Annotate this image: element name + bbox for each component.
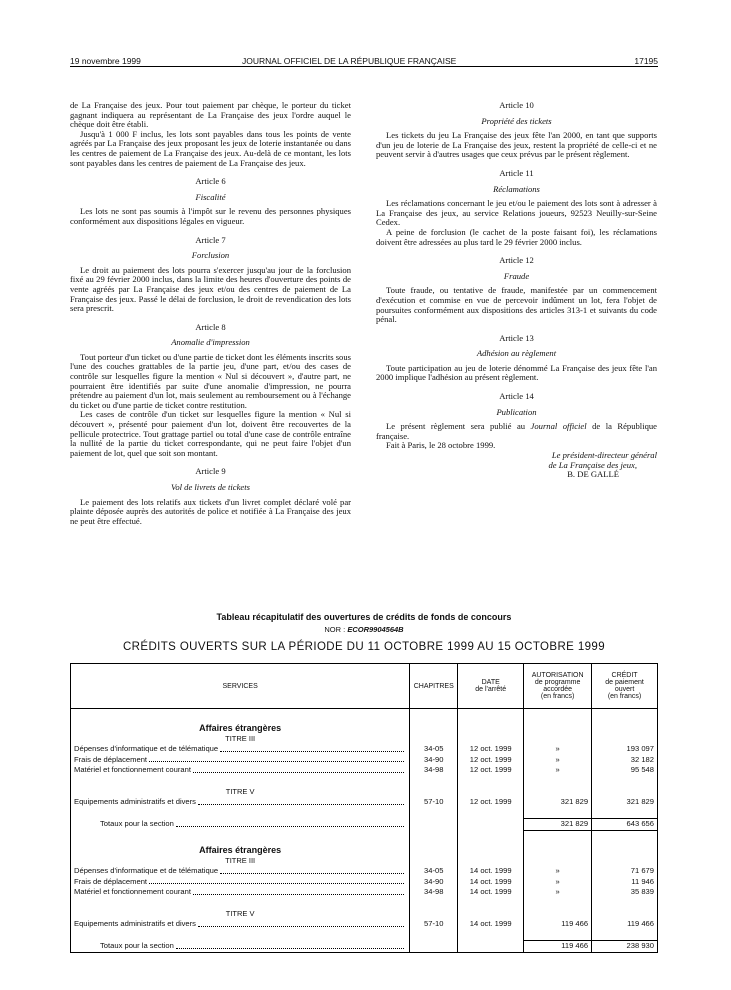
table-row	[71, 734, 658, 745]
autorisation-cell: »	[524, 744, 592, 755]
empty-cell	[71, 709, 410, 720]
credit-cell: 32 182	[592, 755, 658, 766]
empty-cell	[592, 909, 658, 920]
table-title: Tableau récapitulatif des ouvertures de crédits de fonds de concours	[216, 612, 512, 622]
paragraph: Fait à Paris, le 28 octobre 1999.	[386, 440, 496, 451]
empty-cell	[410, 808, 458, 819]
header-cre-line4: (en francs)	[607, 693, 642, 700]
empty-cell	[524, 787, 592, 798]
paragraph: Tout porteur d'un ticket ou d'une partie de ticket dont les éléments inscrits sous l'une des couches grattables de la partie jeu, d'une part, et/ou des cases de contrôle sur lesquelles figure la mention « Nul si découvert », d'autre part, ne pourraient être identifiés par suite d'une anomalie d'impression, ne pourra prétendre au paiement d'un lot, mais seulement au remboursement ou à l'échange du ticket ou d'une partie de ticket contre restitution.	[70, 351, 351, 410]
table-row	[71, 765, 658, 776]
signature-title: Le président-directeur général	[551, 450, 657, 461]
chapitre-cell: 57-10	[410, 919, 458, 930]
credit-cell: 193 097	[592, 744, 658, 755]
empty-cell	[410, 709, 458, 720]
leader-dots	[149, 761, 404, 762]
empty-cell	[71, 808, 410, 819]
empty-cell	[71, 830, 410, 841]
credit-cell: 238 930	[592, 941, 658, 953]
header-page-number: 17195	[634, 56, 658, 66]
chapitre-cell: 34-05	[410, 744, 458, 755]
empty-cell	[410, 734, 458, 745]
service-label-wrap	[74, 877, 406, 888]
service-label: Dépenses d'informatique et de télématique	[74, 744, 219, 754]
table-row	[71, 787, 658, 798]
paragraph: Jusqu'à 1 000 F inclus, les lots sont payables dans tous les points de vente agréés par La Française des jeux proposant les jeux de loterie instantanée ou dans les centres de paiement de La Française des jeux. Au-delà de ce montant, les lots sont payables dans les centres de paiement de La Française des jeux.	[70, 128, 351, 168]
service-cell	[71, 797, 410, 808]
nor-code: ECOR9904564B	[347, 625, 404, 634]
leader-dots	[198, 804, 404, 805]
paragraph: Toute participation au jeu de loterie dénommé La Française des jeux fête l'an 2000 implique l'adhésion au présent règlement.	[376, 362, 657, 383]
article-title: Vol de livrets de tickets	[171, 482, 250, 492]
service-cell	[71, 887, 410, 898]
article-title: Fiscalité	[195, 191, 226, 202]
empty-cell	[592, 842, 658, 856]
header-journal-title: JOURNAL OFFICIEL DE LA RÉPUBLIQUE FRANÇAISE	[242, 56, 457, 66]
header-aut-line4: (en francs)	[540, 693, 575, 700]
service-label: Frais de déplacement	[74, 876, 148, 886]
service-cell	[71, 819, 410, 831]
empty-cell	[592, 776, 658, 787]
table-row	[71, 709, 658, 720]
service-label: Matériel et fonctionnement courant	[74, 887, 191, 897]
empty-cell	[458, 709, 524, 720]
header-rule	[70, 66, 658, 67]
empty-cell	[592, 709, 658, 720]
table-subtitle: CRÉDITS OUVERTS SUR LA PÉRIODE DU 11 OCTOBRE 1999 AU 15 OCTOBRE 1999	[122, 641, 606, 653]
service-label: Totaux pour la section	[100, 819, 174, 829]
table-row	[71, 819, 658, 831]
credits-table	[70, 663, 658, 953]
table-row	[71, 720, 658, 734]
table-body	[71, 709, 658, 953]
empty-cell	[524, 930, 592, 941]
article-title: Forclusion	[191, 250, 230, 261]
header-aut-line1: AUTORISATION	[531, 672, 584, 679]
service-label-wrap	[74, 765, 406, 776]
right-column	[376, 101, 657, 480]
service-label: Frais de déplacement	[74, 754, 148, 764]
paragraph	[376, 422, 657, 441]
empty-cell	[458, 776, 524, 787]
header-cre-line3: ouvert	[614, 686, 635, 693]
empty-cell	[524, 898, 592, 909]
paragraph: Les cases de contrôle d'un ticket sur lesquelles figure la mention « Nul si découvert », présenté pour paiement d'un lot, doivent être recouvertes de la pellicule protectrice. Tout grattage partiel ou total d'une case de contrôle entraîne la nullité de la partie du ticket correspondante, qui ne peut faire l'objet d'un paiement de lot, quel que soit son montant.	[70, 409, 351, 458]
empty-cell	[592, 898, 658, 909]
service-cell	[71, 877, 410, 888]
date-cell: 12 oct. 1999	[458, 797, 524, 808]
autorisation-cell: 119 466	[524, 941, 592, 953]
empty-cell	[458, 720, 524, 734]
table-row	[71, 776, 658, 787]
paragraph: Le droit au paiement des lots pourra s'exercer jusqu'au jour de la forclusion fixé au 29 février 2000 inclus, dans la limite des heures d'ouverture des points de vente agréés par La Française des jeux et/ou des centres de paiement de La Française des jeux. Passé le délai de forclusion, le droit de revendication des lots sera prescrit.	[70, 264, 351, 314]
header-date: 19 novembre 1999	[70, 56, 141, 66]
table-row	[71, 797, 658, 808]
article-title: Anomalie d'impression	[171, 337, 250, 348]
signature-org: de La Française des jeux,	[548, 459, 637, 470]
date-cell: 12 oct. 1999	[458, 755, 524, 766]
header-cre-line1: CRÉDIT	[611, 672, 638, 679]
empty-cell	[524, 734, 592, 745]
table-row	[71, 919, 658, 930]
table-row	[71, 866, 658, 877]
service-label: Matériel et fonctionnement courant	[74, 765, 191, 775]
journal-officiel-italic: Journal officiel	[530, 421, 587, 432]
table-row	[71, 842, 658, 856]
empty-cell	[410, 776, 458, 787]
article-heading: Article 10	[499, 100, 534, 110]
header-credit	[592, 664, 658, 709]
paragraph: Toute fraude, ou tentative de fraude, manifestée par un commencement d'exécution et commise en vue de percevoir indûment un lot, fera l'objet de poursuites conformément aux dispositions des articles 313-1 et suivants du code pénal.	[376, 285, 657, 325]
empty-cell	[458, 787, 524, 798]
service-label: Totaux pour la section	[100, 941, 174, 951]
empty-cell	[410, 856, 458, 867]
header-chapitres: CHAPITRES	[410, 664, 458, 709]
empty-cell	[524, 709, 592, 720]
article-heading: Article 8	[195, 321, 226, 332]
empty-cell	[458, 842, 524, 856]
chapitre-cell: 34-98	[410, 765, 458, 776]
date-cell: 14 oct. 1999	[458, 887, 524, 898]
header-date	[458, 664, 524, 709]
service-label-wrap	[74, 755, 406, 766]
date-cell	[458, 819, 524, 831]
table-row	[71, 887, 658, 898]
article-heading: Article 6	[195, 176, 226, 187]
table-row	[71, 755, 658, 766]
empty-cell	[592, 808, 658, 819]
article-heading: Article 9	[195, 466, 226, 477]
chapitre-cell: 34-90	[410, 755, 458, 766]
empty-cell	[592, 720, 658, 734]
service-cell	[71, 941, 410, 953]
leader-dots	[193, 772, 404, 773]
header-services: SERVICES	[71, 664, 410, 709]
titre-label: TITRE V	[71, 909, 410, 920]
empty-cell	[524, 842, 592, 856]
article-heading: Article 13	[499, 332, 534, 343]
chapitre-cell: 34-90	[410, 877, 458, 888]
autorisation-cell: 321 829	[524, 819, 592, 831]
empty-cell	[71, 930, 410, 941]
empty-cell	[410, 720, 458, 734]
credit-cell: 321 829	[592, 797, 658, 808]
nor-reference	[70, 625, 658, 634]
section-group-label: Affaires étrangères	[71, 720, 410, 734]
article-title: Réclamations	[493, 183, 540, 194]
date-cell: 14 oct. 1999	[458, 877, 524, 888]
service-label: Equipements administratifs et divers	[74, 797, 196, 807]
article-heading: Article 14	[499, 391, 534, 402]
titre-label: TITRE V	[71, 787, 410, 798]
article-title: Publication	[496, 406, 537, 417]
leader-dots	[193, 894, 404, 895]
empty-cell	[71, 898, 410, 909]
empty-cell	[410, 909, 458, 920]
empty-cell	[524, 808, 592, 819]
autorisation-cell: »	[524, 877, 592, 888]
header-aut-line2: de programme	[534, 679, 581, 686]
paragraph: Les lots ne sont pas soumis à l'impôt sur le revenu des personnes physiques conformément aux dispositions légales en vigueur.	[70, 206, 351, 226]
nor-label: NOR :	[324, 625, 348, 634]
signature-name: B. DE GALLÉ	[567, 469, 619, 480]
header-cre-line2: de paiement	[605, 679, 644, 686]
service-cell	[71, 755, 410, 766]
article-title: Adhésion au règlement	[476, 348, 557, 359]
date-cell: 14 oct. 1999	[458, 866, 524, 877]
empty-cell	[458, 830, 524, 841]
date-cell: 14 oct. 1999	[458, 919, 524, 930]
header-date-line2: de l'arrêté	[475, 686, 507, 693]
chapitre-cell: 57-10	[410, 797, 458, 808]
credit-cell: 95 548	[592, 765, 658, 776]
service-cell	[71, 744, 410, 755]
table-row	[71, 830, 658, 841]
table-row	[71, 744, 658, 755]
leader-dots	[198, 926, 404, 927]
text-run: Le présent règlement sera publié au	[386, 421, 531, 432]
service-label: Equipements administratifs et divers	[74, 919, 196, 929]
autorisation-cell: »	[524, 866, 592, 877]
text-run: de la République française.	[376, 421, 657, 441]
credit-cell: 643 656	[592, 819, 658, 831]
service-cell	[71, 866, 410, 877]
article-title: Fraude	[503, 270, 530, 281]
empty-cell	[524, 856, 592, 867]
empty-cell	[524, 776, 592, 787]
empty-cell	[458, 930, 524, 941]
header-date-line1: DATE	[481, 679, 500, 686]
paragraph: Les réclamations concernant le jeu et/ou le paiement des lots sont à adresser à La Française des jeux, au service Relations joueurs, 92523 Neuilly-sur-Seine Cedex.	[376, 198, 657, 228]
empty-cell	[71, 776, 410, 787]
credit-cell: 71 679	[592, 866, 658, 877]
leader-dots	[176, 948, 404, 949]
service-label-wrap	[74, 797, 406, 808]
paragraph: A peine de forclusion (le cachet de la poste faisant foi), les réclamations doivent être adressées au plus tard le 29 février 2000 inclus.	[376, 226, 657, 247]
date-cell	[458, 941, 524, 953]
credit-cell: 11 946	[592, 877, 658, 888]
leader-dots	[220, 873, 404, 874]
service-label-wrap	[74, 744, 406, 755]
section-group-label: Affaires étrangères	[71, 842, 410, 856]
paragraph: de La Française des jeux. Pour tout paiement par chèque, le porteur du ticket gagnant indiquera au représentant de La Française des jeux l'ordre auquel le chèque doit être établi.	[70, 100, 351, 130]
leader-dots	[176, 826, 404, 827]
empty-cell	[458, 909, 524, 920]
autorisation-cell: »	[524, 887, 592, 898]
article-title: Propriété des tickets	[481, 115, 552, 126]
credit-cell: 119 466	[592, 919, 658, 930]
date-cell: 12 oct. 1999	[458, 765, 524, 776]
article-heading: Article 12	[499, 255, 534, 266]
empty-cell	[524, 830, 592, 841]
table-row	[71, 877, 658, 888]
empty-cell	[592, 734, 658, 745]
service-label-wrap	[74, 866, 406, 877]
empty-cell	[592, 787, 658, 798]
service-label-wrap	[74, 941, 406, 952]
left-column	[70, 101, 351, 526]
paragraph: Le paiement des lots relatifs aux tickets d'un livret complet déclaré volé par plainte déposée auprès des autorités de police et notifiée à La Française des jeux ne peut être effectué.	[70, 496, 351, 526]
table-row	[71, 930, 658, 941]
header-aut-line3: accordée	[543, 686, 573, 693]
empty-cell	[458, 734, 524, 745]
leader-dots	[220, 751, 404, 752]
chapitre-cell	[410, 941, 458, 953]
empty-cell	[458, 808, 524, 819]
titre-label: TITRE III	[71, 856, 410, 867]
paragraph: Les tickets du jeu La Française des jeux fête l'an 2000, en tant que supports d'un jeu de loterie de La Française des jeux, restent la propriété de celle-ci et ne peuvent servir à d'autres usages que ceux prévus par le présent règlement.	[376, 130, 657, 160]
service-cell	[71, 765, 410, 776]
table-row	[71, 856, 658, 867]
empty-cell	[524, 909, 592, 920]
empty-cell	[410, 787, 458, 798]
table-row	[71, 909, 658, 920]
service-label: Dépenses d'informatique et de télématique	[74, 866, 219, 876]
chapitre-cell	[410, 819, 458, 831]
empty-cell	[410, 830, 458, 841]
autorisation-cell: 321 829	[524, 797, 592, 808]
empty-cell	[410, 898, 458, 909]
autorisation-cell: »	[524, 765, 592, 776]
table-header-row	[71, 664, 658, 709]
empty-cell	[410, 930, 458, 941]
date-cell: 12 oct. 1999	[458, 744, 524, 755]
credit-cell: 35 839	[592, 887, 658, 898]
empty-cell	[458, 856, 524, 867]
leader-dots	[149, 883, 404, 884]
article-heading: Article 7	[195, 234, 226, 245]
empty-cell	[592, 830, 658, 841]
service-label-wrap	[74, 819, 406, 830]
empty-cell	[592, 930, 658, 941]
chapitre-cell: 34-98	[410, 887, 458, 898]
service-label-wrap	[74, 887, 406, 898]
empty-cell	[592, 856, 658, 867]
service-cell	[71, 919, 410, 930]
autorisation-cell: 119 466	[524, 919, 592, 930]
table-row	[71, 941, 658, 953]
article-heading: Article 11	[499, 167, 534, 178]
table-row	[71, 808, 658, 819]
service-label-wrap	[74, 919, 406, 930]
empty-cell	[458, 898, 524, 909]
empty-cell	[524, 720, 592, 734]
chapitre-cell: 34-05	[410, 866, 458, 877]
autorisation-cell: »	[524, 755, 592, 766]
header-autorisation	[524, 664, 592, 709]
titre-label: TITRE III	[71, 734, 410, 745]
empty-cell	[410, 842, 458, 856]
table-row	[71, 898, 658, 909]
